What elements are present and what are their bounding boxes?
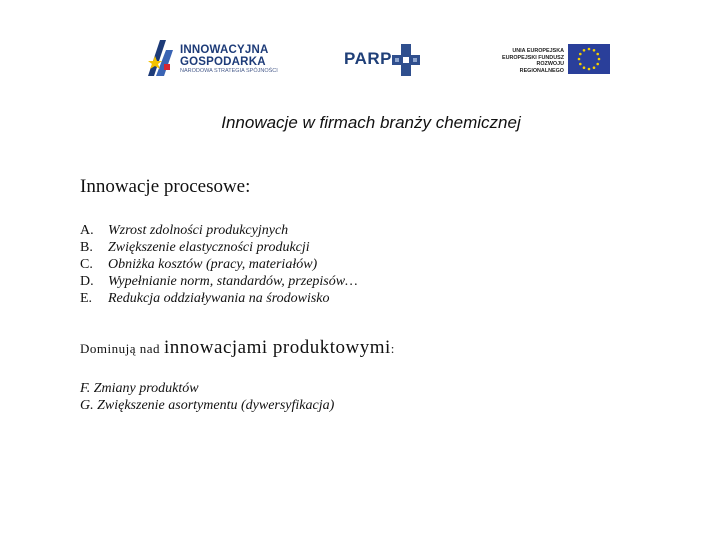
list-item bbox=[80, 239, 358, 256]
parp-wordmark: PARP bbox=[344, 49, 392, 68]
eu-flag-icon bbox=[568, 44, 610, 74]
list-item-letter: B. bbox=[80, 240, 93, 255]
dominate-statement bbox=[80, 337, 395, 359]
eu-line-3: ROZWOJU REGIONALNEGO bbox=[519, 61, 564, 74]
product-innovations-list bbox=[80, 380, 334, 414]
logo-line-innowacyjna: INNOWACYJNA bbox=[180, 44, 269, 56]
eu-logo bbox=[496, 44, 612, 76]
list-item bbox=[80, 222, 358, 239]
innovation-star-icon bbox=[146, 38, 176, 78]
list-item-text: Wzrost zdolności produkcyjnych bbox=[108, 223, 289, 238]
dominate-prefix: Dominują nad bbox=[80, 341, 161, 356]
page-title: Innowacje w firmach branży chemicznej bbox=[221, 113, 521, 132]
list-item-letter: E. bbox=[80, 291, 93, 306]
logo-subtitle: NARODOWA STRATEGIA SPÓJNOŚCI bbox=[180, 68, 278, 74]
list-item: G. Zwiększenie asortymentu (dywersyfikacja) bbox=[80, 398, 335, 413]
innowacyjna-gospodarka-wordmark bbox=[180, 44, 268, 68]
innowacyjna-gospodarka-logo bbox=[146, 38, 278, 80]
list-item bbox=[80, 290, 358, 307]
parp-logo bbox=[344, 44, 420, 76]
dominate-suffix: : bbox=[390, 341, 395, 356]
process-innovations-heading: Innowacje procesowe: bbox=[80, 176, 251, 197]
list-item-letter: A. bbox=[80, 223, 94, 238]
process-innovations-list bbox=[80, 222, 358, 307]
parp-cross-icon bbox=[392, 44, 420, 76]
list-item-text: Obniżka kosztów (pracy, materiałów) bbox=[108, 257, 318, 272]
eu-line-2: EUROPEJSKI FUNDUSZ bbox=[501, 54, 564, 61]
logo-line-gospodarka: GOSPODARKA bbox=[180, 56, 266, 68]
list-item-text: Redukcja oddziaływania na środowisko bbox=[108, 291, 330, 306]
list-item: F. Zmiany produktów bbox=[80, 381, 199, 396]
list-item-letter: D. bbox=[80, 274, 94, 289]
list-item-letter: C. bbox=[80, 257, 93, 272]
eu-wordmark bbox=[496, 48, 564, 74]
list-item bbox=[80, 256, 358, 273]
dominate-emphasis: innowacjami produktowymi bbox=[164, 337, 391, 358]
eu-line-1: UNIA EUROPEJSKA bbox=[512, 48, 564, 54]
list-item-text: Zwiększenie elastyczności produkcji bbox=[108, 240, 310, 255]
list-item bbox=[80, 273, 358, 290]
list-item-text: Wypełnianie norm, standardów, przepisów… bbox=[108, 274, 358, 289]
